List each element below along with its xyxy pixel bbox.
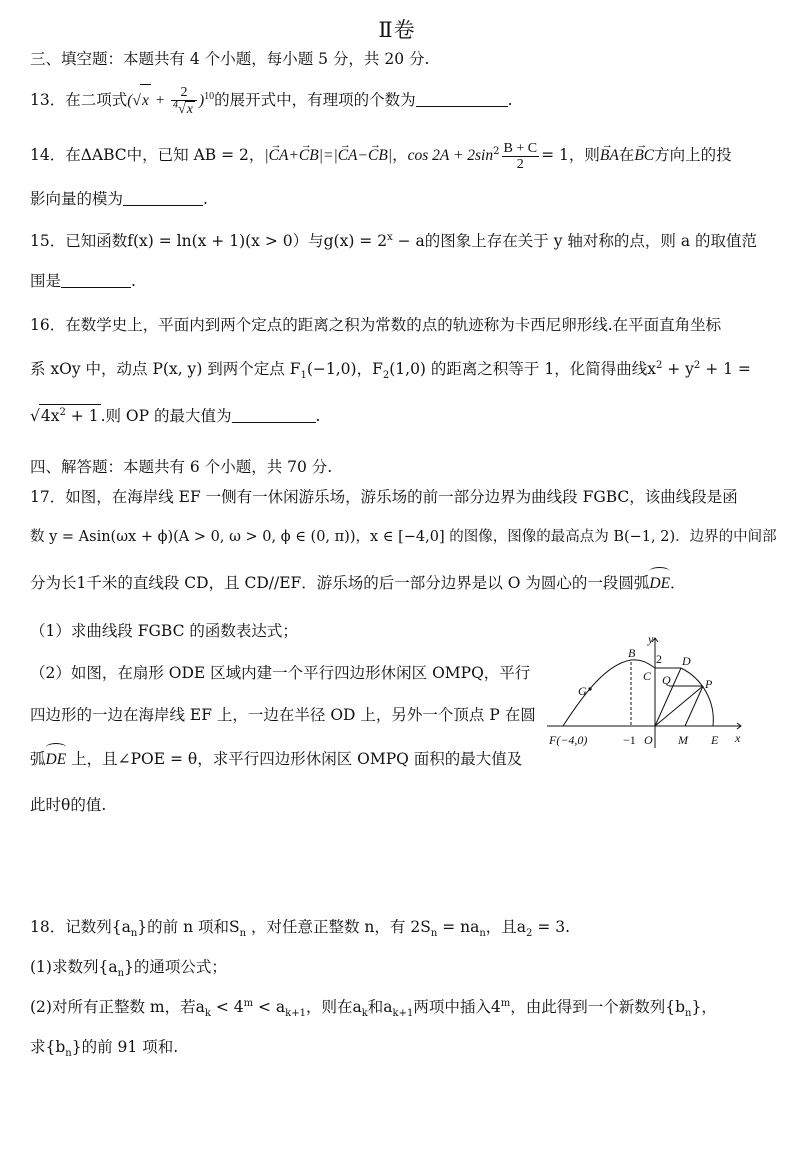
q18-sub-n-2: n — [239, 928, 247, 940]
question-18-part-1 — [30, 956, 227, 978]
question-16-line-2 — [30, 358, 751, 380]
q16-line-2d: + y — [662, 360, 694, 378]
question-18-part-2-line-2 — [30, 1036, 178, 1058]
label-e: E — [711, 733, 719, 747]
question-15 — [30, 230, 757, 252]
q16-square-2: 2 — [693, 359, 701, 371]
question-17: 17．如图，在海岸线 EF 一侧有一休闲游乐场，游乐场的前一部分边界为曲线段 FGBC，该曲线段是函 — [30, 488, 738, 506]
section-4-heading: 四、解答题：本题共有 6 个小题，共 70 分. — [30, 458, 333, 476]
q13-exponent: 10 — [204, 90, 215, 102]
q16-line-3a: 4x — [40, 407, 60, 425]
label-c: C — [643, 669, 652, 683]
q14-vector-condition: |→ CA+→ CB|=|→ CA−→ CB| — [264, 147, 392, 164]
q14-text-5: 方向上的投 — [654, 146, 732, 164]
q14-text-3: = 1，则 — [541, 146, 600, 164]
q17-diagram — [545, 632, 745, 750]
label-d: D — [682, 654, 691, 668]
q13-post: 的展开式中，有理项的个数为 — [214, 91, 416, 109]
q16-line-2b: (−1,0)，F — [306, 360, 383, 378]
question-14: 14．在ΔABC中，已知 AB = 2，|→ CA+→ CB|=|→ CA−→ CB|，$\cos 2A + 2\sin^2$ $\frac{B + C}{2}$ = 1，则→ BA在→ BC方向上的投 — [30, 140, 732, 172]
q16-line-2e: + 1 = — [700, 360, 751, 378]
q18-sub-n-4: n — [479, 928, 486, 940]
q18-line-2: (1)求数列{a — [30, 958, 118, 976]
q18-sub-k-1: k — [204, 1008, 211, 1020]
q18-line-3h: }， — [691, 998, 717, 1016]
q14-line-2: 影向量的模为 — [30, 190, 124, 208]
q13-answer-blank — [416, 92, 508, 107]
q18-line-1a: 18．记数列{a — [30, 918, 131, 936]
q17-part-2c1: 弧 — [30, 750, 46, 768]
question-15-line-2 — [30, 270, 136, 292]
q15-line-1b: − a的图象上存在关于 y 轴对称的点，则 a 的取值范 — [392, 232, 758, 250]
label-q: Q — [662, 673, 671, 687]
label-f: F(−4,0) — [549, 733, 588, 747]
q18-line-3c: < a — [253, 998, 286, 1016]
sine-curve-fgbc — [563, 660, 655, 726]
section-title: Ⅱ卷 — [378, 18, 416, 42]
q13-pre: 在二项式 — [65, 91, 128, 109]
question-14-line-2 — [30, 188, 208, 210]
q18-line-3f: 两项中插入4 — [413, 998, 501, 1016]
q16-line-2a: 系 xOy 中，动点 P(x, y) 到两个定点 F — [30, 360, 301, 378]
q14-text-2: cos 2A + 2sin — [407, 147, 494, 164]
q18-line-3a: (2)对所有正整数 m，若a — [30, 998, 205, 1016]
q16-line-3c: .则 OP 的最大值为 — [100, 407, 232, 425]
label-m: M — [678, 733, 688, 747]
q13-end: . — [507, 91, 513, 109]
q13-number: 13． — [30, 91, 66, 109]
question-17-part-2c — [30, 748, 522, 771]
q16-square-3: 2 — [59, 406, 66, 418]
point-g — [588, 687, 591, 690]
q18-line-3g: ，由此得到一个新数列{b — [510, 998, 686, 1016]
question-17-part-2d: 此时θ的值. — [30, 796, 107, 814]
q18-line-3d: ，则在a — [305, 998, 362, 1016]
q17-arc-de: DE — [649, 573, 670, 595]
question-16: 16．在数学史上，平面内到两个定点的距离之积为常数的点的轨迹称为卡西尼卵形线.在平面直角坐标 — [30, 316, 722, 334]
q14-number: 14． — [30, 146, 66, 164]
q18-sub-2: 2 — [526, 928, 533, 940]
label-g: G — [578, 684, 587, 698]
q18-sub-k1-2: k+1 — [392, 1008, 414, 1020]
q18-sup-m-2: m — [500, 997, 511, 1009]
label-y: y — [648, 632, 654, 646]
q15-answer-blank — [61, 273, 131, 288]
q18-sub-n-1: n — [130, 928, 138, 940]
label-b: B — [628, 646, 636, 660]
question-17-line-3 — [30, 572, 686, 595]
q18-sup-m-1: m — [243, 997, 254, 1009]
question-18 — [30, 916, 570, 938]
q18-line-1b: }的前 n 项和S — [137, 918, 240, 936]
q18-line-4b: }的前 91 项和. — [71, 1038, 179, 1056]
q17-part-2c2: 上，且∠POE = θ，求平行四边形休闲区 OMPQ 面积的最大值及 — [66, 750, 523, 768]
q16-square-1: 2 — [655, 359, 663, 371]
segment-op — [655, 686, 703, 726]
q13-binomial: (√x + $\frac{2}{^4√x}$ )$^{10}$ — [127, 85, 215, 118]
section-3-heading: 三、填空题：本题共有 4 个小题，每小题 5 分，共 20 分. — [30, 50, 430, 68]
question-13 — [30, 84, 513, 117]
q18-sub-n-5: n — [117, 968, 125, 980]
q15-line-2: 围是 — [30, 272, 62, 290]
q18-line-3e: 和a — [367, 998, 393, 1016]
q16-sub-1: 1 — [300, 370, 307, 382]
q18-sub-n-6: n — [685, 1008, 692, 1020]
q14-answer-blank — [123, 191, 203, 206]
q14-text-1: 在ΔABC中，已知 AB = 2， — [65, 146, 265, 164]
q18-line-4a: 求{b — [30, 1038, 66, 1056]
q16-answer-blank — [232, 408, 316, 423]
q16-line-2c: (1,0) 的距离之积等于 1，化简得曲线x — [389, 360, 656, 378]
question-17-line-2: 数 y = Asin(ωx + ϕ)(A > 0, ω > 0, ϕ ∈ (0, π))，x ∈ [−4,0] 的图像，图像的最高点为 B(−1, 2)．边界的中间部 — [30, 529, 777, 545]
label-x: x — [735, 731, 741, 745]
q18-sub-k-2: k — [361, 1008, 368, 1020]
q17-part-2-arc: DE — [46, 749, 67, 771]
q18-line-2b: }的通项公式； — [124, 958, 227, 976]
label-p: P — [705, 677, 713, 691]
q16-line-3b: + 1 — [65, 407, 99, 425]
q18-sub-k1-1: k+1 — [285, 1008, 306, 1020]
question-17-part-2b: 四边形的一边在海岸线 EF 上，一边在半径 OD 上，另外一个顶点 P 在圆 — [30, 706, 536, 724]
q18-sub-n-7: n — [65, 1048, 72, 1060]
q15-line-1: 15．已知函数f(x) = ln(x + 1)(x > 0）与g(x) = 2 — [30, 232, 388, 250]
q17-figure — [545, 632, 745, 750]
question-17-part-1: （1）求曲线段 FGBC 的函数表达式； — [30, 622, 298, 640]
q18-line-1c: ，对任意正整数 n，有 2S — [246, 918, 431, 936]
q14-text-4: 在 — [618, 146, 635, 164]
q18-line-3b: < 4 — [210, 998, 244, 1016]
q15-exponent: x — [387, 231, 393, 243]
q18-line-1f: = 3. — [532, 918, 571, 936]
q17-line-3-end: ． — [670, 574, 686, 592]
label-o: O — [644, 733, 653, 747]
q17-line-3a: 分为长1千米的直线段 CD，且 CD//EF．游乐场的后一部分边界是以 O 为圆心的一段圆弧 — [30, 574, 650, 592]
q16-end: . — [315, 407, 321, 425]
q14-end: . — [203, 190, 208, 208]
q16-sub-2: 2 — [382, 370, 390, 382]
label-neg1: −1 — [623, 733, 636, 747]
question-18-part-2 — [30, 996, 717, 1018]
q18-sub-n-3: n — [430, 928, 438, 940]
q15-end: . — [131, 272, 136, 290]
segment-mp — [685, 686, 703, 726]
label-2: 2 — [656, 652, 662, 666]
question-16-line-3 — [30, 404, 320, 427]
q18-line-1e: ，且a — [485, 918, 527, 936]
question-17-part-2a: （2）如图，在扇形 ODE 区域内建一个平行四边形休闲区 OMPQ，平行 — [30, 664, 531, 682]
sqrt-sign: √ — [30, 407, 40, 425]
q18-line-1d: = na — [437, 918, 480, 936]
